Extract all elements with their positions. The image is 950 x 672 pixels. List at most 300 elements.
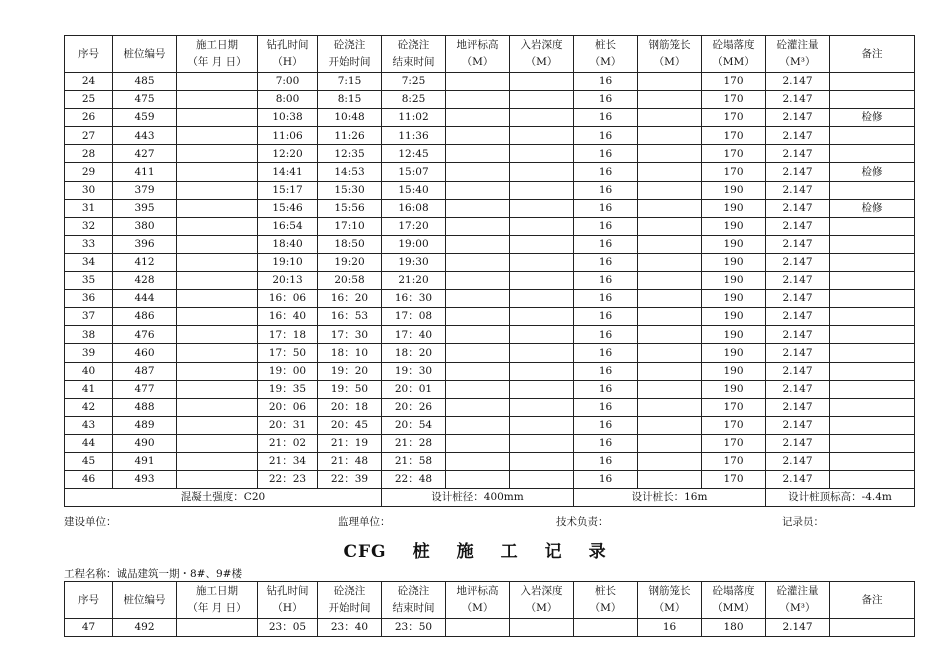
table-cell: [830, 290, 915, 308]
table-cell: [446, 471, 510, 489]
table-cell: 2.147: [766, 163, 830, 181]
table-cell: [830, 91, 915, 109]
table-cell: 19:00: [382, 235, 446, 253]
table-cell: 170: [702, 163, 766, 181]
table-row: [65, 344, 915, 362]
table-cell: 190: [702, 344, 766, 362]
page-title: CFG 桩 施 工 记 录: [343, 542, 607, 562]
table-cell: 396: [113, 235, 177, 253]
table-cell: 475: [113, 91, 177, 109]
table-cell: 170: [702, 471, 766, 489]
pile-record-table: [64, 35, 915, 507]
table-cell: [177, 344, 258, 362]
builder-label: 建设单位：: [64, 516, 117, 528]
table-cell: 14:41: [258, 163, 318, 181]
table-cell: 12:35: [318, 145, 382, 163]
table-cell: [446, 272, 510, 290]
table-cell: 190: [702, 235, 766, 253]
table-cell: 16:54: [258, 217, 318, 235]
table-cell: [830, 127, 915, 145]
column-header: 砼浇注 结束时间: [382, 36, 446, 73]
table-cell: 8:15: [318, 91, 382, 109]
table-cell: 190: [702, 199, 766, 217]
table-cell: [638, 290, 702, 308]
table-cell: [446, 434, 510, 452]
table-cell: 22：48: [382, 471, 446, 489]
table-cell: 20：31: [258, 416, 318, 434]
table-cell: [638, 272, 702, 290]
table-cell: 190: [702, 272, 766, 290]
table-cell: [638, 91, 702, 109]
table-cell: [177, 434, 258, 452]
table-cell: [510, 308, 574, 326]
table-cell: [510, 199, 574, 217]
table-cell: 7:15: [318, 73, 382, 91]
table-cell: 11:36: [382, 127, 446, 145]
table-cell: 15:56: [318, 199, 382, 217]
table-cell: 28: [65, 145, 113, 163]
table-cell: [638, 452, 702, 470]
table-cell: [177, 199, 258, 217]
table-cell: 170: [702, 109, 766, 127]
table-cell: 16：30: [382, 290, 446, 308]
supervisor-label: 监理单位：: [338, 516, 391, 528]
table-cell: 2.147: [766, 326, 830, 344]
table-cell: 44: [65, 434, 113, 452]
table-cell: [510, 73, 574, 91]
table-cell: [510, 380, 574, 398]
table-row: [65, 253, 915, 271]
table-cell: 444: [113, 290, 177, 308]
column-header: 备注: [830, 582, 915, 619]
table-cell: [177, 145, 258, 163]
table-row: [65, 471, 915, 489]
table-cell: 16: [574, 398, 638, 416]
table-cell: [446, 73, 510, 91]
table-cell: [510, 217, 574, 235]
table-row: [65, 199, 915, 217]
table-cell: 380: [113, 217, 177, 235]
column-header: 钻孔时间 （H）: [258, 36, 318, 73]
table-cell: [177, 416, 258, 434]
table-cell: [446, 344, 510, 362]
table-cell: [177, 272, 258, 290]
table-cell: 170: [702, 416, 766, 434]
table-cell: [446, 163, 510, 181]
table-cell: 170: [702, 452, 766, 470]
table-cell: [446, 145, 510, 163]
table-cell: 488: [113, 398, 177, 416]
table-cell: 2.147: [766, 362, 830, 380]
table-cell: 47: [65, 619, 113, 637]
table-cell: 2.147: [766, 145, 830, 163]
table-cell: [510, 362, 574, 380]
table-cell: [446, 380, 510, 398]
table-cell: 16: [574, 109, 638, 127]
table-cell: 20:13: [258, 272, 318, 290]
table-cell: 17：50: [258, 344, 318, 362]
table-cell: [638, 163, 702, 181]
table-cell: [446, 217, 510, 235]
table-cell: 491: [113, 452, 177, 470]
table-cell: 20：45: [318, 416, 382, 434]
table-cell: 30: [65, 181, 113, 199]
table-cell: [446, 235, 510, 253]
table-cell: [830, 217, 915, 235]
table-cell: 379: [113, 181, 177, 199]
signature-row: [64, 514, 914, 528]
table-cell: 21：58: [382, 452, 446, 470]
spec-concrete-strength: 混凝土强度：C20: [65, 489, 382, 507]
spec-design-top-elevation: 设计桩顶标高：-4.4m: [766, 489, 915, 507]
table-cell: 42: [65, 398, 113, 416]
table-cell: [177, 362, 258, 380]
table-cell: 20：54: [382, 416, 446, 434]
table-cell: [638, 235, 702, 253]
column-header: 施工日期 （年 月 日）: [177, 36, 258, 73]
table-cell: [510, 181, 574, 199]
table-row: [65, 452, 915, 470]
table-cell: [830, 253, 915, 271]
table-row: [65, 362, 915, 380]
table-cell: 17：30: [318, 326, 382, 344]
table-cell: 492: [113, 619, 177, 637]
table-cell: [638, 181, 702, 199]
table-cell: [638, 127, 702, 145]
table-cell: 476: [113, 326, 177, 344]
table-cell: 11:06: [258, 127, 318, 145]
table-cell: 32: [65, 217, 113, 235]
column-header: 施工日期 （年 月 日）: [177, 582, 258, 619]
table-cell: 2.147: [766, 290, 830, 308]
table-row: [65, 434, 915, 452]
table-cell: 16: [574, 181, 638, 199]
table-cell: [177, 471, 258, 489]
table-cell: 12:45: [382, 145, 446, 163]
table-cell: [177, 217, 258, 235]
table-cell: [574, 619, 638, 637]
table-cell: [446, 326, 510, 344]
table-cell: 19：00: [258, 362, 318, 380]
table-cell: [830, 471, 915, 489]
table-cell: [446, 199, 510, 217]
pile-record-table-2: [64, 581, 915, 637]
column-header: 砼浇注 开始时间: [318, 582, 382, 619]
table-cell: [638, 109, 702, 127]
table-cell: 190: [702, 362, 766, 380]
table-cell: 19:10: [258, 253, 318, 271]
table-cell: 26: [65, 109, 113, 127]
table-row: [65, 217, 915, 235]
table-row: [65, 109, 915, 127]
table-cell: 16: [574, 290, 638, 308]
table-row: [65, 91, 915, 109]
column-header: 备注: [830, 36, 915, 73]
table-cell: [177, 619, 258, 637]
table-cell: 16：06: [258, 290, 318, 308]
table-cell: [830, 145, 915, 163]
table-cell: 170: [702, 434, 766, 452]
table-cell: 485: [113, 73, 177, 91]
table-cell: 19:20: [318, 253, 382, 271]
table-cell: [446, 452, 510, 470]
table-cell: [177, 290, 258, 308]
column-header: 钢筋笼长 （M）: [638, 582, 702, 619]
table-cell: 190: [702, 290, 766, 308]
table-cell: 16: [574, 272, 638, 290]
table-cell: [446, 253, 510, 271]
table-cell: 15:40: [382, 181, 446, 199]
table-cell: 8:00: [258, 91, 318, 109]
table-cell: [638, 416, 702, 434]
table-cell: [510, 163, 574, 181]
header-row: [65, 36, 915, 73]
table-cell: 411: [113, 163, 177, 181]
table-cell: [830, 452, 915, 470]
recorder-label: 记录员：: [782, 516, 824, 528]
table-row: [65, 380, 915, 398]
table-cell: [446, 416, 510, 434]
column-header: 砼浇注 开始时间: [318, 36, 382, 73]
table-cell: [510, 398, 574, 416]
table-cell: 190: [702, 253, 766, 271]
table-cell: 170: [702, 91, 766, 109]
table-cell: 395: [113, 199, 177, 217]
table-cell: 2.147: [766, 619, 830, 637]
table-cell: [446, 127, 510, 145]
table-cell: 21：48: [318, 452, 382, 470]
table-cell: [510, 452, 574, 470]
table-cell: [638, 253, 702, 271]
table-cell: 486: [113, 308, 177, 326]
table-cell: 170: [702, 398, 766, 416]
table-cell: [177, 181, 258, 199]
table-cell: 2.147: [766, 127, 830, 145]
table-cell: 35: [65, 272, 113, 290]
table-cell: 2.147: [766, 398, 830, 416]
column-header: 砼浇注 结束时间: [382, 582, 446, 619]
table-cell: [638, 362, 702, 380]
table-cell: 2.147: [766, 416, 830, 434]
table-cell: [177, 109, 258, 127]
table-cell: 16: [574, 362, 638, 380]
table-cell: [830, 326, 915, 344]
design-spec-row: [65, 489, 915, 507]
column-header: 桩长 （M）: [574, 36, 638, 73]
column-header: 砼塌落度 （MM）: [702, 36, 766, 73]
table-cell: 18：10: [318, 344, 382, 362]
table-cell: 18:40: [258, 235, 318, 253]
table-cell: 15:46: [258, 199, 318, 217]
table-row: [65, 145, 915, 163]
table-cell: 2.147: [766, 91, 830, 109]
table-cell: 11:26: [318, 127, 382, 145]
table-cell: [830, 73, 915, 91]
table-cell: 16: [574, 344, 638, 362]
table-cell: [446, 308, 510, 326]
table-cell: 33: [65, 235, 113, 253]
table-row: [65, 73, 915, 91]
table-cell: 443: [113, 127, 177, 145]
table-cell: 12:20: [258, 145, 318, 163]
tech-lead-label: 技术负责：: [556, 516, 609, 528]
table-cell: 16：20: [318, 290, 382, 308]
table-cell: [510, 91, 574, 109]
table-cell: 14:53: [318, 163, 382, 181]
table-cell: 38: [65, 326, 113, 344]
table-cell: 17:10: [318, 217, 382, 235]
table-cell: 46: [65, 471, 113, 489]
table-cell: [446, 109, 510, 127]
table-cell: 20：26: [382, 398, 446, 416]
table-cell: 2.147: [766, 344, 830, 362]
table-cell: 2.147: [766, 471, 830, 489]
project-name: 工程名称：诚品建筑一期・8#、9#楼: [64, 568, 242, 580]
table-row: [65, 235, 915, 253]
spec-design-length: 设计桩长：16m: [574, 489, 766, 507]
table-cell: [510, 109, 574, 127]
table-cell: [446, 619, 510, 637]
table-cell: 39: [65, 344, 113, 362]
table-cell: 21：02: [258, 434, 318, 452]
table-cell: 2.147: [766, 434, 830, 452]
table-cell: 2.147: [766, 452, 830, 470]
table-cell: [638, 73, 702, 91]
table-cell: [830, 416, 915, 434]
table-cell: 15:30: [318, 181, 382, 199]
table-cell: 20：01: [382, 380, 446, 398]
table-cell: 20:58: [318, 272, 382, 290]
table-cell: 23：50: [382, 619, 446, 637]
table-row: [65, 181, 915, 199]
table-cell: 16: [574, 145, 638, 163]
table-cell: 25: [65, 91, 113, 109]
table-cell: 16: [574, 471, 638, 489]
table-cell: 31: [65, 199, 113, 217]
table-cell: 21:20: [382, 272, 446, 290]
table-cell: 2.147: [766, 199, 830, 217]
table-cell: 2.147: [766, 380, 830, 398]
table-cell: 2.147: [766, 308, 830, 326]
table-cell: 16: [574, 235, 638, 253]
column-header: 桩位编号: [113, 582, 177, 619]
table-cell: 17：08: [382, 308, 446, 326]
table-cell: [510, 434, 574, 452]
table-cell: 40: [65, 362, 113, 380]
table-cell: 检修: [830, 199, 915, 217]
table-cell: 16：53: [318, 308, 382, 326]
table-cell: [830, 272, 915, 290]
table-cell: 16: [574, 217, 638, 235]
table-row: [65, 326, 915, 344]
table-cell: 29: [65, 163, 113, 181]
table-cell: 2.147: [766, 217, 830, 235]
header-row: [65, 582, 915, 619]
table-cell: [830, 235, 915, 253]
table-cell: [446, 91, 510, 109]
table-cell: [830, 181, 915, 199]
table-cell: 11:02: [382, 109, 446, 127]
table-cell: 170: [702, 127, 766, 145]
table-cell: 19：50: [318, 380, 382, 398]
table-cell: 21：28: [382, 434, 446, 452]
table-cell: 16: [574, 253, 638, 271]
table-cell: 43: [65, 416, 113, 434]
table-cell: 190: [702, 326, 766, 344]
table-cell: 2.147: [766, 73, 830, 91]
table-cell: 180: [702, 619, 766, 637]
column-header: 砼灌注量 （M³）: [766, 36, 830, 73]
table-cell: [638, 471, 702, 489]
table-cell: [177, 380, 258, 398]
table-cell: 16: [574, 73, 638, 91]
table-cell: 17：40: [382, 326, 446, 344]
table-cell: [510, 619, 574, 637]
table-cell: 检修: [830, 109, 915, 127]
table-cell: [510, 416, 574, 434]
column-header: 砼灌注量 （M³）: [766, 582, 830, 619]
table-cell: 19：30: [382, 362, 446, 380]
column-header: 桩位编号: [113, 36, 177, 73]
table-cell: [638, 398, 702, 416]
table-cell: 15:17: [258, 181, 318, 199]
table-cell: 21：19: [318, 434, 382, 452]
table-row: [65, 398, 915, 416]
table-cell: [446, 362, 510, 380]
table-cell: 16: [574, 434, 638, 452]
table-cell: 10:38: [258, 109, 318, 127]
table-cell: 23：40: [318, 619, 382, 637]
table-cell: [638, 344, 702, 362]
table-cell: 36: [65, 290, 113, 308]
table-cell: [510, 471, 574, 489]
table-cell: [638, 199, 702, 217]
table-cell: 427: [113, 145, 177, 163]
column-header: 序号: [65, 582, 113, 619]
table-cell: 2.147: [766, 109, 830, 127]
table-cell: 16: [638, 619, 702, 637]
table-cell: [638, 326, 702, 344]
table-cell: 45: [65, 452, 113, 470]
table-cell: [638, 380, 702, 398]
table-cell: 170: [702, 73, 766, 91]
table-cell: 487: [113, 362, 177, 380]
table-cell: [177, 73, 258, 91]
spec-design-diameter: 设计桩径：400mm: [382, 489, 574, 507]
table-cell: [830, 308, 915, 326]
table-cell: 16:08: [382, 199, 446, 217]
table-cell: 22：39: [318, 471, 382, 489]
table-cell: [830, 434, 915, 452]
table-cell: 16: [574, 91, 638, 109]
column-header: 钻孔时间 （H）: [258, 582, 318, 619]
table-cell: [446, 398, 510, 416]
table-cell: 190: [702, 308, 766, 326]
column-header: 地评标高 （M）: [446, 582, 510, 619]
table-cell: [638, 145, 702, 163]
column-header: 地评标高 （M）: [446, 36, 510, 73]
column-header: 钢筋笼长 （M）: [638, 36, 702, 73]
table-cell: [510, 344, 574, 362]
table-cell: [177, 235, 258, 253]
column-header: 入岩深度 （M）: [510, 582, 574, 619]
table-cell: [510, 127, 574, 145]
table-cell: 190: [702, 181, 766, 199]
table-cell: 34: [65, 253, 113, 271]
table-cell: 21：34: [258, 452, 318, 470]
table-cell: 23：05: [258, 619, 318, 637]
table-cell: [510, 290, 574, 308]
